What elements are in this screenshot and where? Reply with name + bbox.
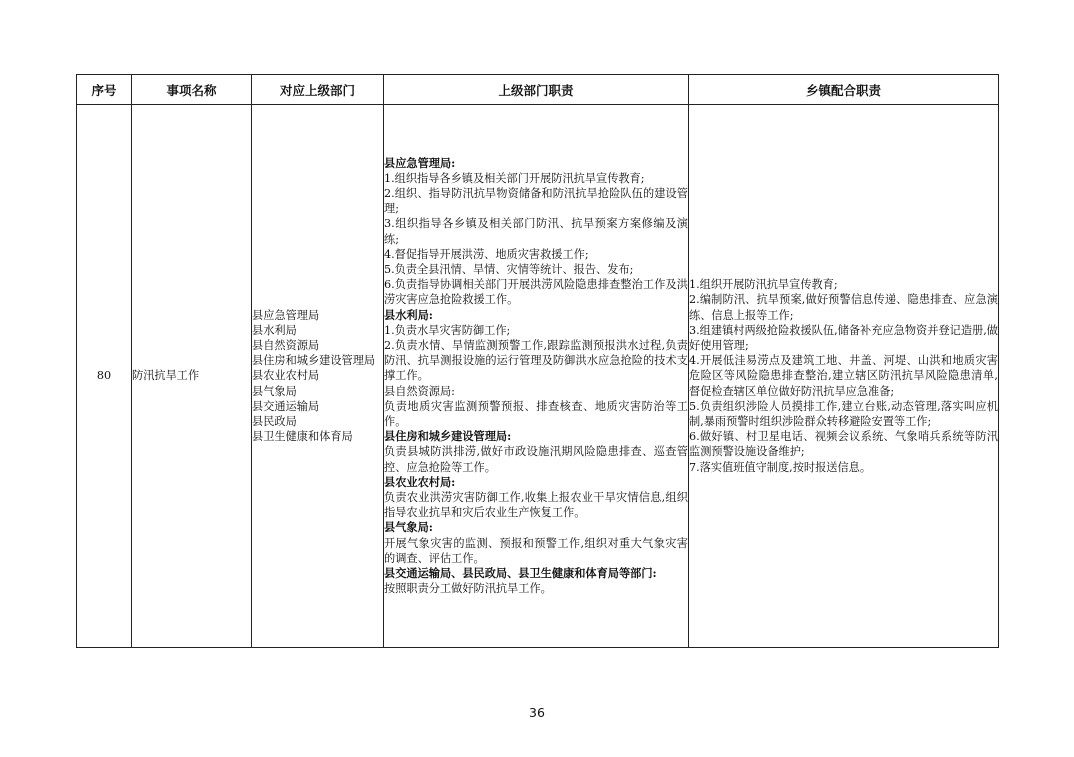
town-duty-item: 5.负责组织涉险人员摸排工作,建立台账,动态管理,落实叫应机制,暴雨预警时组织涉险群众转移避险安置等工作; <box>689 399 998 428</box>
row-town-duties <box>689 105 999 648</box>
duty-item: 6.负责指导协调相关部门开展洪涝风险隐患排查整治工作及洪涝灾害应急抢险救援工作。 <box>384 278 688 307</box>
duty-department-heading: 县交通运输局、县民政局、县卫生健康和体育局等部门: <box>384 566 657 581</box>
row-superior-duties <box>384 105 689 648</box>
header-row <box>77 75 999 105</box>
duty-item: 2.组织、指导防汛抗旱物资储备和防汛抗旱抢险队伍的建设管理; <box>384 186 688 216</box>
header-item-name: 事项名称 <box>132 75 252 105</box>
duty-item: 负责农业洪涝灾害防御工作,收集上报农业干旱灾情信息,组织指导农业抗旱和灾后农业生产恢复工作。 <box>384 491 688 520</box>
department-item: 县卫生健康和体育局 <box>252 430 353 444</box>
department-item: 县自然资源局 <box>252 338 320 352</box>
department-item: 县住房和城乡建设管理局 <box>252 354 376 368</box>
row-item-name: 防汛抗旱工作 <box>132 105 252 648</box>
duty-item: 负责地质灾害监测预警预报、排查核查、地质灾害防治等工作。 <box>384 399 688 428</box>
duty-item: 1.负责水旱灾害防御工作; <box>384 323 511 337</box>
department-item: 县民政局 <box>252 415 297 428</box>
town-duty-item: 2.编制防汛、抗旱预案,做好预警信息传递、隐患排查、应急演练、信息上报等工作; <box>689 293 998 322</box>
row-seq: 80 <box>77 105 132 648</box>
department-item: 县农业农村局 <box>252 369 320 383</box>
page-number: 36 <box>529 705 545 720</box>
duty-item: 负责县城防洪排涝,做好市政设施汛期风险隐患排查、巡查管控、应急抢险等工作。 <box>384 445 688 474</box>
duty-item: 县自然资源局: <box>384 384 455 398</box>
header-seq: 序号 <box>77 75 132 105</box>
duty-department-heading: 县应急管理局: <box>384 155 456 170</box>
row-departments <box>252 105 384 648</box>
duty-item: 1.组织指导各乡镇及相关部门开展防汛抗旱宣传教育; <box>384 171 645 185</box>
town-duty-item: 7.落实值班值守制度,按时报送信息。 <box>689 460 872 474</box>
department-item: 县交通运输局 <box>252 399 320 413</box>
duty-table <box>76 74 999 648</box>
header-town-duties: 乡镇配合职责 <box>689 75 999 105</box>
duty-item: 5.负责全县汛情、旱情、灾情等统计、报告、发布; <box>384 262 634 276</box>
department-item: 县气象局 <box>252 384 297 398</box>
duty-item: 按照职责分工做好防汛抗旱工作。 <box>384 582 552 596</box>
table-row <box>77 105 999 648</box>
duty-department-heading: 县气象局: <box>384 520 433 535</box>
town-duty-item: 1.组织开展防汛抗旱宣传教育; <box>689 278 838 292</box>
duty-item: 4.督促指导开展洪涝、地质灾害救援工作; <box>384 247 589 261</box>
town-duty-item: 3.组建镇村两级抢险救援队伍,储备补充应急物资并登记造册,做好使用管理; <box>689 323 998 352</box>
town-duty-item: 4.开展低洼易涝点及建筑工地、井盖、河堤、山洪和地质灾害危险区等风险隐患排查整治,建立辖区防汛抗旱风险隐患清单,督促检查辖区单位做好防汛抗旱应急准备; <box>689 354 998 398</box>
header-superior-department: 对应上级部门 <box>252 75 384 105</box>
duty-item: 3.组织指导各乡镇及相关部门防汛、抗旱预案方案修编及演练; <box>384 217 688 246</box>
duty-department-heading: 县住房和城乡建设管理局: <box>384 429 512 444</box>
header-superior-duties: 上级部门职责 <box>384 75 689 105</box>
town-duty-item: 6.做好镇、村卫星电话、视频会议系统、气象哨兵系统等防汛监测预警设施设备维护; <box>689 430 998 459</box>
duty-item: 2.负责水情、旱情监测预警工作,跟踪监测预报洪水过程,负责防汛、抗旱测报设施的运行管理及防御洪水应急抢险的技术支撑工作。 <box>384 338 688 383</box>
duty-department-heading: 县水利局: <box>384 307 433 322</box>
department-item: 县水利局 <box>252 323 297 337</box>
duty-item: 开展气象灾害的监测、预报和预警工作,组织对重大气象灾害的调查、评估工作。 <box>384 536 688 565</box>
department-item: 县应急管理局 <box>252 308 320 322</box>
duty-department-heading: 县农业农村局: <box>384 474 456 489</box>
